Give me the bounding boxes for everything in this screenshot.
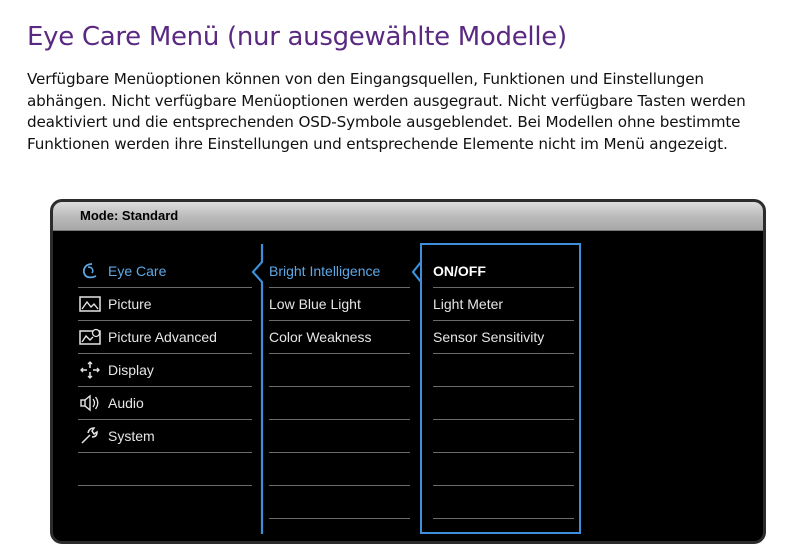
menu-item-empty [78, 453, 252, 486]
display-icon [78, 360, 102, 380]
submenu-item-color-weakness[interactable] [269, 321, 410, 354]
submenu-item-empty [269, 453, 410, 486]
picture-advanced-icon [78, 327, 102, 347]
menu-item-eye-care[interactable] [78, 255, 252, 288]
option-item-label: Light Meter [433, 296, 504, 312]
submenu-item-label: Color Weakness [269, 329, 372, 345]
submenu-item-label: Low Blue Light [269, 296, 361, 312]
option-item-empty [433, 453, 574, 486]
option-item-light-meter[interactable] [433, 288, 574, 321]
menu-item-label: Display [108, 362, 154, 378]
option-item-empty [433, 420, 574, 453]
main-menu [78, 230, 252, 541]
menu-item-display[interactable] [78, 354, 252, 387]
submenu-item-bright-intelligence[interactable] [269, 255, 410, 288]
options-menu [433, 230, 574, 541]
intro-line: deaktiviert und die entsprechenden OSD-Symbole ausgeblendet. Bei Modellen ohne bestimmte [27, 113, 741, 131]
menu-item-audio[interactable] [78, 387, 252, 420]
submenu-item-low-blue-light[interactable] [269, 288, 410, 321]
menu-item-label: Eye Care [108, 263, 167, 279]
option-item-sensor-sensitivity[interactable] [433, 321, 574, 354]
menu-item-label: Audio [108, 395, 144, 411]
submenu-divider [248, 244, 268, 534]
option-item-label: Sensor Sensitivity [433, 329, 545, 345]
osd-menu-screen [50, 199, 766, 544]
submenu-item-empty [269, 354, 410, 387]
mode-bar [53, 202, 763, 231]
menu-item-label: Picture Advanced [108, 329, 217, 345]
menu-item-picture[interactable] [78, 288, 252, 321]
mode-label: Mode: Standard [80, 208, 179, 223]
submenu-item-label: Bright Intelligence [269, 263, 381, 279]
menu-item-label: Picture [108, 296, 152, 312]
menu-item-system[interactable] [78, 420, 252, 453]
audio-icon [78, 393, 102, 413]
system-icon [78, 426, 102, 446]
page-title: Eye Care Menü (nur ausgewählte Modelle) [27, 22, 567, 52]
option-item-on-off[interactable] [433, 255, 574, 288]
submenu-item-empty [269, 387, 410, 420]
option-item-empty [433, 354, 574, 387]
option-item-empty [433, 486, 574, 519]
submenu-item-empty [269, 420, 410, 453]
option-item-label: ON/OFF [433, 263, 486, 279]
picture-icon [78, 294, 102, 314]
eye-care-icon [78, 261, 102, 281]
intro-paragraph [27, 69, 789, 155]
sub-menu [269, 230, 410, 541]
menu-item-label: System [108, 428, 155, 444]
menu-item-picture-advanced[interactable] [78, 321, 252, 354]
intro-line: Verfügbare Menüoptionen können von den Eingangsquellen, Funktionen und Einstellungen [27, 70, 704, 88]
intro-line: Funktionen werden ihre Einstellungen und entsprechende Elemente nicht im Menü angezeigt. [27, 134, 728, 153]
intro-line: abhängen. Nicht verfügbare Menüoptionen werden ausgegraut. Nicht verfügbare Tasten werden [27, 91, 746, 110]
option-item-empty [433, 387, 574, 420]
submenu-item-empty [269, 486, 410, 519]
